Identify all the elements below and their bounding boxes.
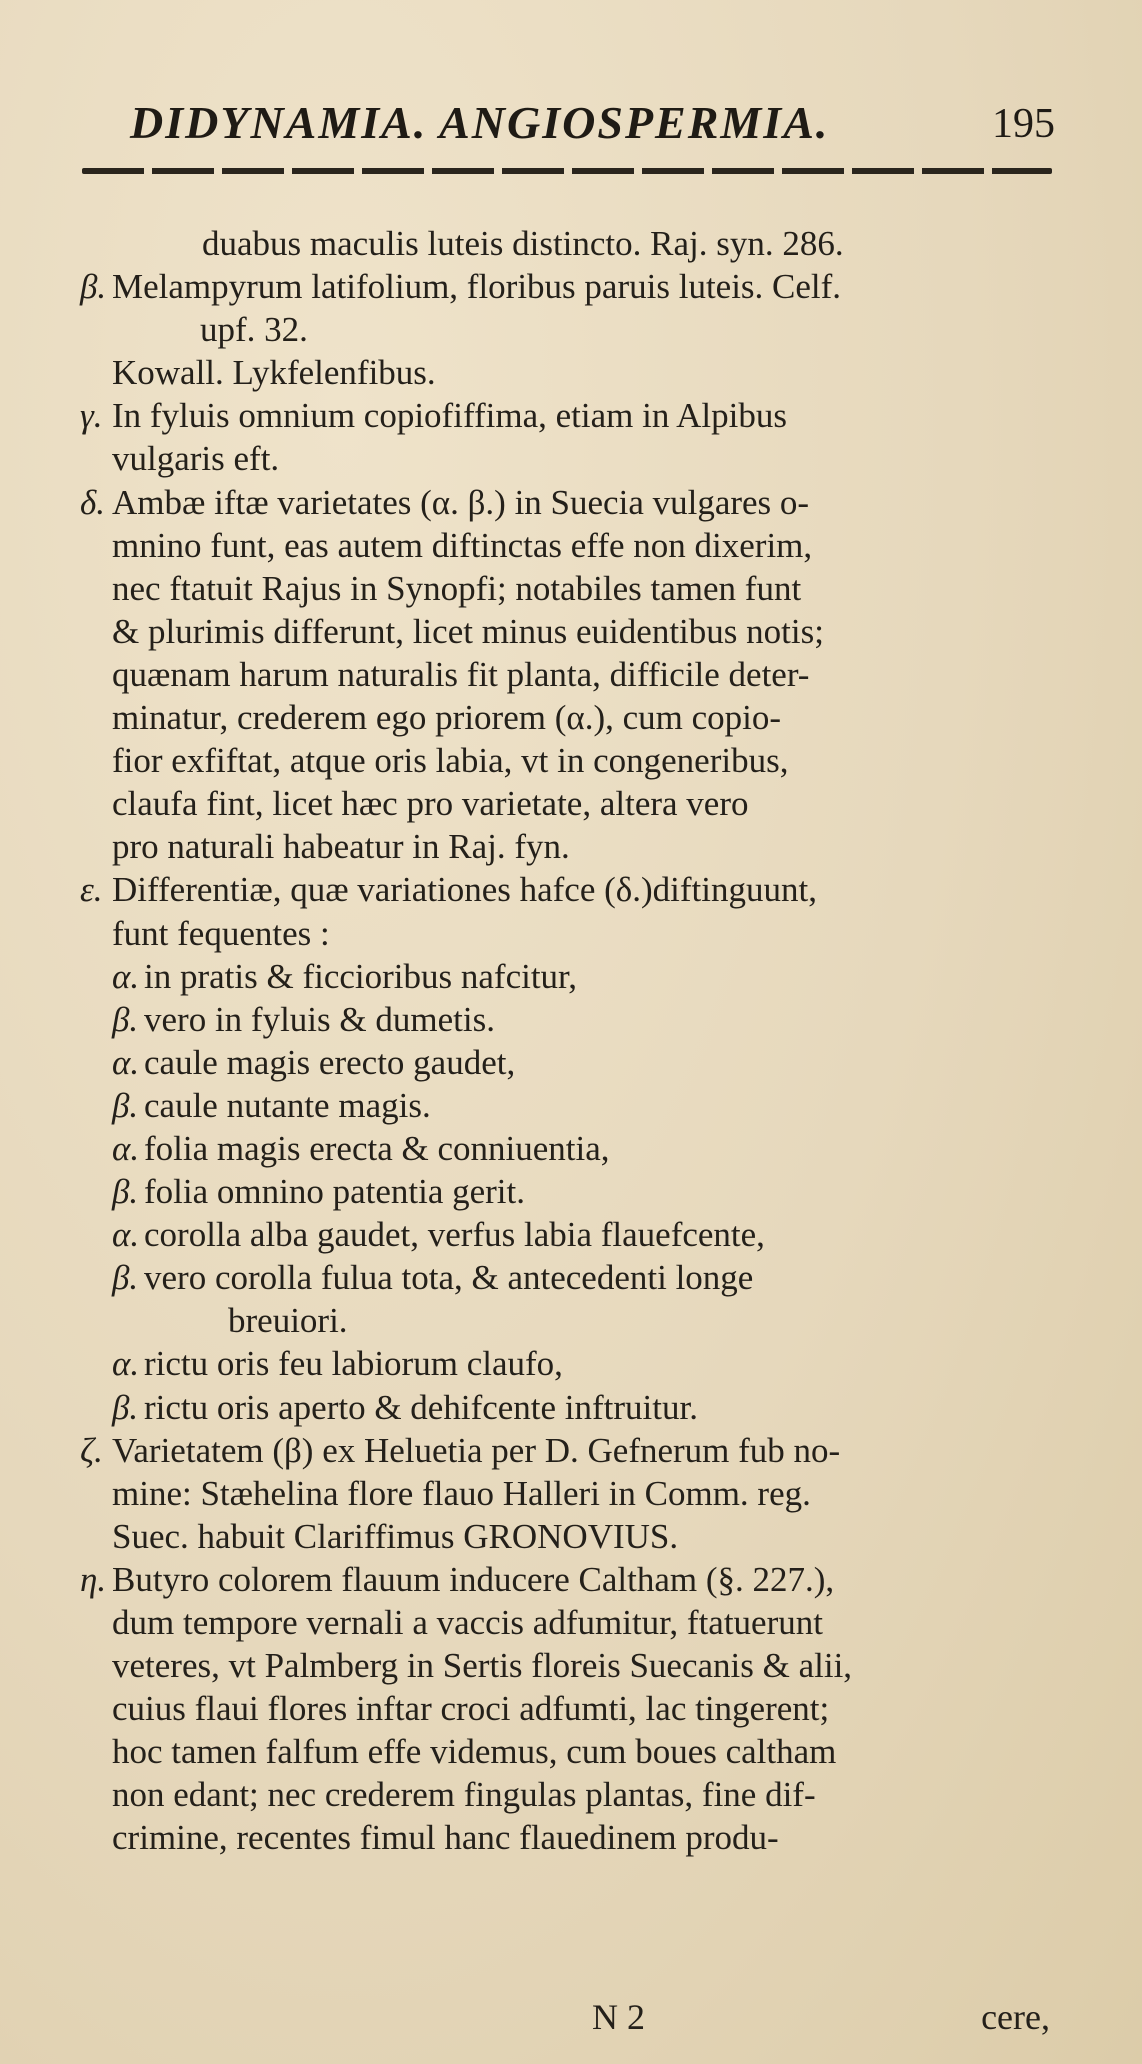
text-line (80, 1429, 1060, 1472)
variety-marker: β. (112, 999, 139, 1039)
line-text: folia magis erecta & conniuentia, (144, 1128, 610, 1168)
text-line (80, 1127, 1060, 1170)
text-line (80, 1342, 1060, 1385)
line-text: quænam harum naturalis fit planta, difficile deter- (112, 654, 810, 694)
line-text: fior exfiftat, atque oris labia, vt in congeneribus, (112, 741, 789, 781)
text-line (80, 1213, 1060, 1256)
variety-marker: ζ. (80, 1430, 103, 1470)
variety-marker: β. (112, 1172, 139, 1212)
text-line (80, 696, 1060, 739)
text-line (80, 1256, 1060, 1299)
text-line (80, 868, 1060, 911)
variety-marker: β. (112, 1258, 139, 1298)
variety-marker: β. (112, 1387, 139, 1427)
text-line (80, 1816, 1060, 1859)
text-line (80, 1687, 1060, 1730)
text-line (80, 825, 1060, 868)
line-text: in pratis & ficcioribus nafcitur, (144, 956, 578, 996)
text-line (80, 1386, 1060, 1429)
body-text (80, 222, 1060, 1860)
running-title: DIDYNAMIA. ANGIOSPERMIA. (130, 97, 830, 148)
line-text: pro naturali habeatur in Raj. fyn. (112, 827, 570, 867)
line-text: caule magis erecto gaudet, (144, 1042, 516, 1082)
line-text: upf. 32. (200, 310, 308, 350)
line-text: Varietatem (β) ex Heluetia per D. Gefnerum fub no- (112, 1430, 841, 1470)
line-text: crimine, recentes fimul hanc flauedinem produ- (112, 1818, 779, 1858)
header-rule (82, 168, 1052, 174)
line-text: veteres, vt Palmberg in Sertis floreis Suecanis & alii, (112, 1646, 853, 1686)
page-number: 195 (992, 101, 1055, 147)
line-text: & plurimis differunt, licet minus euidentibus notis; (112, 611, 824, 651)
line-text: duabus maculis luteis distincto. Raj. syn. 286. (202, 224, 844, 263)
text-line (80, 308, 1060, 351)
text-line (80, 955, 1060, 998)
line-text: dum tempore vernali a vaccis adfumitur, ftatuerunt (112, 1603, 823, 1642)
catchword: cere, (981, 1997, 1050, 2037)
text-line (80, 610, 1060, 653)
text-line (80, 739, 1060, 782)
text-line (80, 351, 1060, 394)
line-text: mine: Stæhelina flore flauo Halleri in Comm. reg. (112, 1473, 811, 1513)
text-line (80, 437, 1060, 480)
line-text: vulgaris eft. (112, 439, 280, 479)
variety-marker: β. (80, 267, 107, 307)
running-header (130, 96, 1065, 152)
text-line (80, 1515, 1060, 1558)
line-text: minatur, crederem ego priorem (α.), cum copio- (112, 698, 782, 738)
text-line (80, 567, 1060, 610)
line-text: Suec. habuit Clariffimus GRONOVIUS. (112, 1516, 679, 1556)
text-line (80, 998, 1060, 1041)
line-text: cuius flaui flores inftar croci adfumti, lac tingerent; (112, 1689, 830, 1729)
variety-marker: α. (112, 1128, 140, 1168)
line-text: rictu oris aperto & dehifcente inftruitur. (144, 1387, 698, 1427)
variety-marker: α. (112, 956, 140, 996)
line-text: non edant; nec crederem fingulas plantas, fine dif- (112, 1775, 816, 1815)
text-line (80, 782, 1060, 825)
line-text: funt fequentes : (112, 913, 330, 953)
variety-marker: α. (112, 1344, 140, 1384)
text-line (80, 1084, 1060, 1127)
line-text: corolla alba gaudet, verfus labia flauefcente, (144, 1215, 765, 1255)
variety-marker: β. (112, 1085, 139, 1125)
line-text: mnino funt, eas autem diftinctas effe non dixerim, (112, 525, 813, 565)
line-text: Butyro colorem flauum inducere Caltham (§. 227.), (112, 1559, 835, 1599)
variety-marker: γ. (80, 396, 103, 436)
text-line (80, 481, 1060, 524)
text-line (80, 394, 1060, 437)
variety-marker: α. (112, 1042, 140, 1082)
text-line (80, 1472, 1060, 1515)
line-text: vero in fyluis & dumetis. (144, 999, 495, 1039)
line-text: Kowall. Lykfelenfibus. (112, 353, 436, 393)
line-text: folia omnino patentia gerit. (144, 1172, 526, 1212)
variety-marker: δ. (80, 482, 106, 522)
text-line (80, 912, 1060, 955)
text-line (80, 653, 1060, 696)
line-text: In fyluis omnium copiofiffima, etiam in Alpibus (112, 396, 787, 436)
text-line (80, 1558, 1060, 1601)
variety-marker: α. (112, 1215, 140, 1255)
text-line (80, 222, 1060, 265)
line-text: Melampyrum latifolium, floribus paruis luteis. Celf. (112, 267, 842, 307)
text-line (80, 1601, 1060, 1644)
page-footer (80, 1996, 1060, 2046)
text-line (80, 1041, 1060, 1084)
text-line (80, 1170, 1060, 1213)
line-text: breuiori. (228, 1301, 348, 1341)
text-line (80, 1773, 1060, 1816)
line-text: caule nutante magis. (144, 1085, 431, 1125)
line-text: claufa fint, licet hæc pro varietate, altera vero (112, 784, 749, 824)
text-line (80, 265, 1060, 308)
line-text: hoc tamen falfum effe videmus, cum boues caltham (112, 1732, 837, 1772)
text-line (80, 1730, 1060, 1773)
text-line (80, 524, 1060, 567)
signature-mark: N 2 (592, 1997, 645, 2037)
variety-marker: η. (80, 1559, 107, 1599)
line-text: Ambæ iftæ varietates (α. β.) in Suecia vulgares o- (112, 482, 810, 522)
variety-marker: ε. (80, 870, 103, 910)
line-text: nec ftatuit Rajus in Synopfi; notabiles tamen funt (112, 568, 802, 608)
line-text: Differentiæ, quæ variationes hafce (δ.)diftinguunt, (112, 870, 817, 910)
line-text: rictu oris feu labiorum claufo, (144, 1344, 563, 1384)
line-text: vero corolla fulua tota, & antecedenti longe (144, 1258, 754, 1298)
text-line (80, 1644, 1060, 1687)
text-line (80, 1299, 1060, 1342)
